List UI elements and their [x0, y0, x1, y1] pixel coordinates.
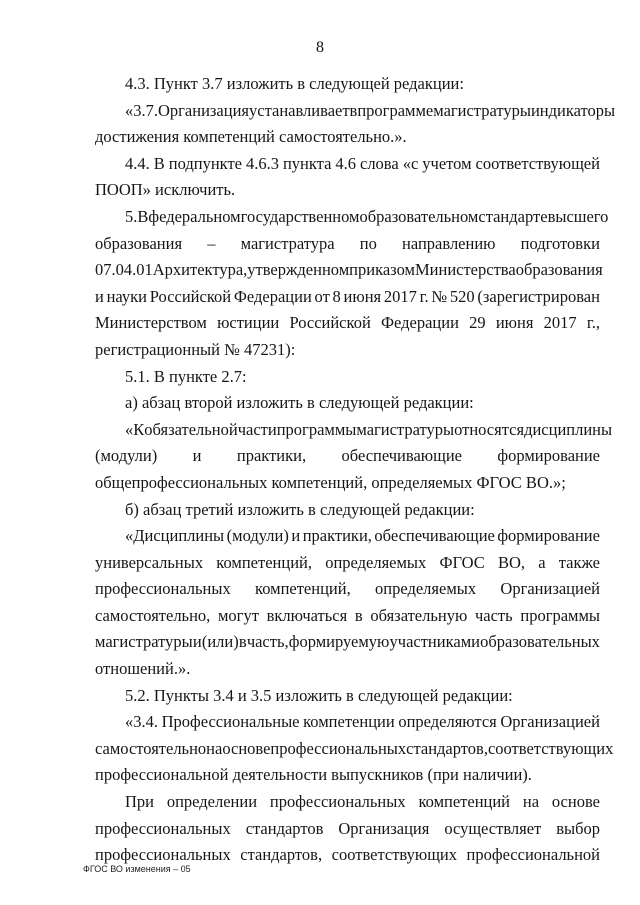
text-line	[95, 98, 616, 125]
text-line	[95, 257, 603, 284]
word: в	[238, 632, 247, 652]
word: самостоятельно	[95, 738, 207, 758]
word: магистратуры	[433, 100, 531, 120]
word: государственном	[240, 206, 360, 226]
word: и	[291, 526, 301, 546]
word: программы	[520, 605, 600, 625]
word: г.,	[586, 313, 600, 333]
text-line: ПООП» исключить.	[95, 180, 236, 200]
word: обязательную	[370, 605, 468, 625]
text-line	[95, 816, 600, 843]
word: федеральном	[148, 206, 241, 226]
text-line	[95, 231, 600, 258]
word: Профессиональные	[161, 712, 300, 732]
word: 2017	[383, 286, 417, 306]
word: профессиональных	[269, 792, 406, 812]
word: №	[431, 286, 448, 306]
word: Организацией	[500, 579, 600, 599]
word: образовательных	[480, 632, 600, 652]
word: по	[359, 233, 377, 253]
word: формирование	[497, 446, 600, 466]
text-line	[95, 151, 600, 178]
word: «3.4.	[125, 712, 158, 732]
word: практики,	[302, 526, 372, 546]
word: стандартов,	[406, 738, 488, 758]
word: Организация	[158, 100, 250, 120]
word: обеспечивающие	[341, 446, 462, 466]
word: магистратура	[240, 233, 335, 253]
text-line	[95, 204, 609, 231]
word: самостоятельно,	[95, 605, 211, 625]
word: определяемых	[375, 579, 477, 599]
text-line	[95, 709, 600, 736]
text-line: регистрационный № 47231):	[95, 339, 296, 359]
text-line	[95, 603, 600, 630]
word: относятся	[454, 419, 525, 439]
word: основе	[222, 738, 271, 758]
word: в	[354, 605, 363, 625]
word: юстиции	[217, 313, 280, 333]
word: магистратуры	[356, 419, 455, 439]
text-line: а) абзац второй изложить в следующей редакции:	[125, 393, 474, 413]
word: учетом	[422, 153, 472, 173]
word: высшего	[547, 206, 609, 226]
word: могут	[217, 605, 259, 625]
word: обеспечивающие	[374, 526, 495, 546]
word: 29	[469, 313, 486, 333]
word: подготовки	[520, 233, 600, 253]
word: часть	[474, 605, 513, 625]
word: стандартов,	[240, 845, 323, 865]
word: «Дисциплины	[125, 526, 225, 546]
text-line: достижения компетенций самостоятельно.».	[95, 127, 407, 147]
word: Федерации	[233, 286, 312, 306]
word: и	[192, 632, 202, 652]
word: Организацией	[500, 712, 600, 732]
word: Федерации	[380, 313, 459, 333]
word: на	[522, 792, 540, 812]
word: соответствующей	[475, 153, 600, 173]
word: универсальных	[95, 552, 204, 572]
word: от	[314, 286, 330, 306]
word: профессиональной	[466, 845, 600, 865]
word: определяются	[398, 712, 497, 732]
word: подпункте	[168, 153, 242, 173]
word: образования	[515, 260, 603, 280]
text-line	[95, 576, 600, 603]
word: 4.6.3	[245, 153, 279, 173]
word: утвержденном	[247, 260, 350, 280]
word: июня	[343, 286, 382, 306]
text-line	[95, 284, 600, 311]
word: соответствующих	[331, 845, 457, 865]
word: пункта	[282, 153, 332, 173]
text-line	[95, 736, 614, 763]
word: (зарегистрирован	[477, 286, 600, 306]
text-line	[95, 629, 600, 656]
word: и	[95, 286, 104, 306]
text-line: общепрофессиональных компетенций, определяемых ФГОС ВО.»;	[95, 472, 566, 492]
word: практики,	[236, 446, 307, 466]
word: (или)	[201, 632, 239, 652]
word: направлению	[402, 233, 496, 253]
text-line	[95, 550, 600, 577]
word: 5.	[125, 206, 138, 226]
word: профессиональных	[95, 579, 231, 599]
word: индикаторы	[530, 100, 616, 120]
word: Министерством	[95, 313, 207, 333]
word: При	[125, 792, 154, 812]
text-line: 5.1. В пункте 2.7:	[125, 366, 247, 386]
word: «с	[402, 153, 419, 173]
word: «К	[125, 419, 145, 439]
word: компетенций,	[216, 552, 312, 572]
word: также	[558, 552, 600, 572]
word: –	[207, 233, 216, 253]
word: (модули)	[95, 446, 158, 466]
word: в	[349, 100, 358, 120]
word: 4.6	[335, 153, 357, 173]
word: ВО,	[497, 552, 525, 572]
word: компетенций	[418, 792, 511, 812]
word: 2017	[543, 313, 577, 333]
text-line: отношений.».	[95, 659, 191, 679]
word: программы	[276, 419, 357, 439]
word: профессиональных	[270, 738, 407, 758]
word: программе	[357, 100, 434, 120]
word: профессиональных	[95, 845, 231, 865]
word: выбор	[556, 818, 600, 838]
word: часть,	[246, 632, 289, 652]
text-line: 5.2. Пункты 3.4 и 3.5 изложить в следующей редакции:	[125, 685, 513, 705]
word: Российской	[149, 286, 232, 306]
word: стандарте	[478, 206, 548, 226]
word: формируемую	[288, 632, 390, 652]
word: «3.7.	[125, 100, 158, 120]
text-line	[95, 417, 613, 444]
text-line: 4.3. Пункт 3.7 изложить в следующей редакции:	[125, 74, 464, 93]
word: В	[153, 153, 165, 173]
text-line: б) абзац третий изложить в следующей редакции:	[125, 499, 475, 519]
word: включаться	[266, 605, 348, 625]
word: дисциплины	[524, 419, 613, 439]
word: определяемых	[325, 552, 427, 572]
word: июня	[495, 313, 534, 333]
word: Министерства	[414, 260, 516, 280]
word: Российской	[289, 313, 371, 333]
word: части	[237, 419, 277, 439]
word: ФГОС	[439, 552, 485, 572]
document-footer: ФГОС ВО изменения – 05	[83, 864, 191, 874]
word: обязательной	[144, 419, 238, 439]
text-line	[95, 443, 600, 470]
word: 8	[332, 286, 341, 306]
word: магистратуры	[95, 632, 193, 652]
word: 520	[449, 286, 475, 306]
word: а	[538, 552, 546, 572]
word: профессиональных	[95, 818, 231, 838]
word: г.	[419, 286, 429, 306]
word: Организация	[338, 818, 430, 838]
word: образования	[95, 233, 183, 253]
word: (модули)	[226, 526, 289, 546]
word: и	[192, 446, 202, 466]
text-line	[95, 789, 600, 816]
word: на	[206, 738, 223, 758]
word: участниками	[389, 632, 480, 652]
word: образовательном	[359, 206, 479, 226]
text-line: профессиональной деятельности выпускников (при наличии).	[95, 765, 532, 785]
word: 4.4.	[125, 153, 150, 173]
text-line	[95, 310, 600, 337]
word: компетенций,	[255, 579, 351, 599]
word: устанавливает	[249, 100, 350, 120]
word: компетенции	[303, 712, 395, 732]
word: определении	[166, 792, 258, 812]
page-number: 8	[316, 39, 324, 56]
word: слова	[360, 153, 399, 173]
word: В	[137, 206, 149, 226]
word: основе	[551, 792, 600, 812]
word: формирование	[497, 526, 600, 546]
document-body	[95, 71, 616, 869]
word: приказом	[349, 260, 415, 280]
word: науки	[106, 286, 148, 306]
word: 07.04.01	[95, 260, 153, 280]
word: соответствующих	[487, 738, 614, 758]
text-line	[95, 523, 600, 550]
word: Архитектура,	[152, 260, 248, 280]
word: стандартов	[245, 818, 324, 838]
word: осуществляет	[444, 818, 542, 838]
